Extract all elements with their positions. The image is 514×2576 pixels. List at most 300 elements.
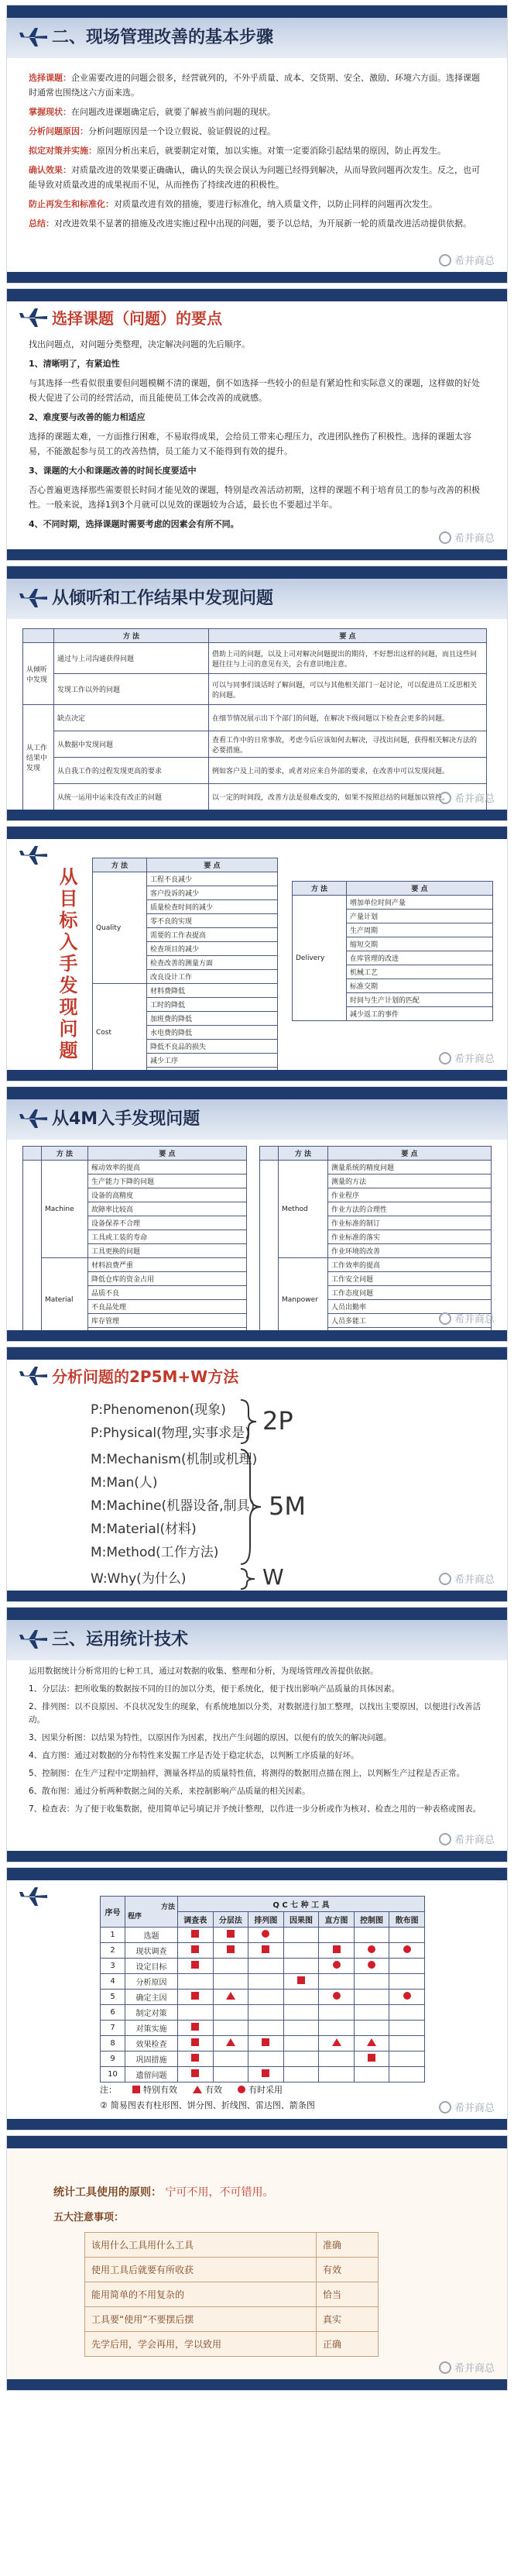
circle-icon [238, 2086, 245, 2093]
seq-cell: 9 [101, 2052, 125, 2067]
table-row [101, 1974, 425, 1990]
column-header: 方 法 [42, 1147, 88, 1161]
step-cell: 遗留问题 [125, 2067, 178, 2082]
circle-icon [403, 1945, 411, 1953]
list-item: 水电费的降低 [147, 1026, 278, 1040]
mark-cell [319, 2005, 355, 2021]
watermark: 希并商总 [439, 1571, 495, 1586]
slide-bottom-bar [7, 2379, 507, 2390]
legend-item: 有时采用 [238, 2083, 283, 2096]
watermark-logo-icon [439, 1312, 451, 1325]
list-item: 3、因果分析图：以结果为特性，以原因作为因素，找出产生问题的原因，以便有的放矢的解决问题。 [29, 1733, 392, 1742]
table-row [23, 643, 487, 674]
mark-cell [283, 2052, 319, 2067]
mark-cell [213, 1943, 248, 1959]
slide-top-bar [7, 1608, 507, 1620]
watermark: 希并商总 [439, 1831, 495, 1846]
list-item: 设备的高精度 [88, 1188, 247, 1202]
table-row [101, 1943, 425, 1959]
table-row [23, 758, 487, 784]
table-row [85, 2332, 379, 2357]
mark-cell [389, 2052, 425, 2067]
list-item: M:Material(材料) [91, 1522, 197, 1537]
list-item: 品质不良 [88, 1286, 247, 1300]
steps-list [29, 71, 485, 236]
triangle-icon [226, 2038, 235, 2046]
list-item: 5、控制图：在生产过程中定期抽样，测量各样品的质量特性值，将测得的数据用点描在图上，以判断生产过程是否正常。 [29, 1769, 465, 1778]
triangle-icon [193, 2086, 202, 2093]
watermark-logo-icon [439, 254, 451, 267]
slide-top-bar [7, 1347, 507, 1360]
mark-cell [178, 2067, 214, 2082]
w-list [91, 1567, 186, 1591]
watermark-logo-icon [439, 1052, 451, 1064]
slide-bottom-bar [7, 1330, 507, 1341]
list-item: 机械工艺 [347, 965, 493, 979]
point-text: 与其选择一些看似很重要但问题模糊不清的课题，倒不如选择一些较小的但是有紧迫性和实际意义的课题，这样做的好处极大促进了公司的经营活动，而且能使员工体会改善的成就感。 [29, 378, 480, 403]
mark-cell [389, 1959, 425, 1974]
list-item: 需要的工作表提高 [147, 928, 278, 942]
mark-cell [283, 2021, 319, 2036]
mark-cell [389, 2005, 425, 2021]
mark-cell [389, 1943, 425, 1959]
square-icon [333, 1945, 341, 1953]
table-row [101, 2036, 425, 2052]
corner-bottom-label: 程序 [128, 1912, 142, 1921]
step-cell: 巩固措施 [125, 2052, 178, 2067]
square-icon [262, 1945, 269, 1953]
rule-tag: 准确 [317, 2233, 379, 2258]
mark-cell [354, 1928, 389, 1943]
slide-qc-tools [6, 1867, 508, 2131]
table-header-row [93, 858, 278, 872]
mark-cell [389, 1928, 425, 1943]
watermark: 希并商总 [439, 790, 495, 805]
mark-cell [178, 1943, 214, 1959]
list-item: 6、散布图：通过分析两种数据之间的关系，来控制影响产品质量的相关因素。 [29, 1787, 310, 1796]
group-label: 从工作结果中发现 [23, 705, 54, 810]
mark-cell [213, 1928, 248, 1943]
group-label: Method [279, 1161, 328, 1258]
watermark-logo-icon [439, 792, 451, 804]
rule-text: 该用什么工具用什么工具 [85, 2233, 317, 2258]
mark-cell [389, 1974, 425, 1990]
step-cell: 设定目标 [125, 1959, 178, 1974]
rule-text: 使用工具后就要有所收获 [85, 2258, 317, 2282]
square-icon [191, 1945, 199, 1953]
square-icon [191, 2038, 199, 2046]
mark-cell [354, 1943, 389, 1959]
list-item: 测量的方法 [328, 1175, 492, 1188]
list-item: 测量系统的精度问题 [328, 1161, 492, 1175]
seq-cell: 6 [101, 2005, 125, 2021]
rule-text: 先学后用，学会再用，学以致用 [85, 2332, 317, 2357]
circle-icon [262, 1930, 269, 1938]
slide-bottom-bar [7, 272, 507, 283]
airplane-icon [18, 1364, 49, 1388]
step-item: 确认效果：对质量改进的效果要正确确认，确认的失误会误认为问题已经得到解决，从而导致问题再次发生。反之，也可能导致对质量改进的成果视而不见，从而挫伤了持续改进的积极性。 [29, 165, 480, 190]
intro-text: 运用数据统计分析常用的七种工具，通过对数据的收集、整理和分析，为现场管理改善提供依据。 [29, 1666, 379, 1676]
list-item: 改良设计工作 [147, 970, 278, 984]
mark-cell [354, 2005, 389, 2021]
list-item: 材料浪费严重 [88, 1258, 247, 1272]
method-cell: 从数据中发现问题 [54, 731, 209, 758]
4m-table-left [22, 1146, 247, 1342]
mark-cell [319, 1959, 355, 1974]
list-item: 2、排列图：以不良原因、不良状况发生的现象，有系统地加以分类，对数据进行加工整理，以找出主要原因，以便进行改善活动。 [29, 1702, 481, 1725]
list-item: M:Machine(机器设备,制具) [91, 1498, 255, 1514]
group-label: Cost [93, 984, 147, 1082]
rules-table [84, 2232, 379, 2357]
mark-cell [248, 1928, 284, 1943]
square-icon [191, 1930, 199, 1938]
point-heading: 3、课题的大小和课题改善的时间长度要适中 [29, 466, 197, 476]
rule-text: 能用简单的不用复杂的 [85, 2282, 317, 2307]
watermark-logo-icon [439, 2361, 451, 2374]
list-item: 工具或工装的寿命 [88, 1230, 247, 1244]
mark-cell [354, 1990, 389, 2005]
table-row [101, 2021, 425, 2036]
table-row [101, 2067, 425, 2082]
point-text: 选择的课题太难，一方面推行困难，不易取得成果，会给员工带来心理压力，改进团队挫伤了积极性。选择的课题太容易，不能激起参与员工的改善热情，员工能力又不能得到有效的提升。 [29, 432, 471, 456]
step-item: 分析问题原因：分析问题原因是一个设立假说、验证假说的过程。 [29, 126, 276, 136]
airplane-icon [18, 26, 49, 49]
list-item: 质量检查时间的减少 [147, 900, 278, 914]
watermark: 希并商总 [439, 1051, 495, 1065]
table-row [101, 2005, 425, 2021]
table-row [23, 674, 487, 705]
tool-header: 排列图 [248, 1912, 284, 1928]
method-cell: 从统一运用中运来没有改正的问题 [54, 784, 209, 810]
mark-cell [213, 2021, 248, 2036]
slide-title: 分析问题的2P5M+W方法 [52, 1367, 239, 1386]
watermark-logo-icon [439, 2101, 451, 2113]
mark-cell [283, 1928, 319, 1943]
principle-text: 宁可不用，不可错用。 [165, 2186, 274, 2199]
seq-cell: 2 [101, 1943, 125, 1959]
table-row [101, 1928, 425, 1943]
table-row [23, 705, 487, 731]
point-cell: 在细节情况展示出下个部门的问题，在解决下级问题以下检查会更多的问题。 [209, 705, 487, 731]
brace-icon [239, 1567, 256, 1591]
column-header: 方 法 [54, 629, 209, 643]
square-icon [227, 1945, 235, 1953]
table-row [85, 2307, 379, 2332]
seq-header: 序号 [101, 1897, 125, 1928]
seq-cell: 3 [101, 1959, 125, 1974]
list-item: 零不良的实现 [147, 914, 278, 928]
slide-tool-principles [6, 2135, 508, 2391]
mark-cell [248, 1959, 284, 1974]
goals-table-left [92, 858, 278, 1082]
mark-cell [178, 1959, 214, 1974]
slide-select-topic [6, 288, 508, 561]
group-header: Q C 七 种 工 具 [178, 1897, 425, 1912]
mark-cell [283, 2067, 319, 2082]
slide-title: 三、运用统计技术 [52, 1630, 189, 1649]
circle-icon [403, 1992, 411, 2000]
table-row [85, 2233, 379, 2258]
step-cell: 确定主因 [125, 1990, 178, 2005]
table-header-row [23, 629, 487, 643]
slide-title: 选择课题（问题）的要点 [52, 309, 222, 328]
airplane-icon [18, 1628, 49, 1651]
goals-table-right [292, 881, 493, 1021]
p-list [91, 1398, 250, 1445]
table-header-row [260, 1147, 492, 1161]
slide-bottom-bar [7, 1070, 507, 1081]
point-text: 否心普遍更选择那些需要很长时间才能见效的课题，特别是改善活动初期，这样的课题不利于培育员工的参与改善的积极性。一般来说，选择1到3个月就可以见效的课题较为合适，最长也不要超过半年。 [29, 485, 480, 510]
table-row [23, 784, 487, 810]
group-label: Quality [93, 872, 147, 984]
list-item: 作业程序 [328, 1188, 492, 1202]
table-row [101, 1959, 425, 1974]
seq-cell: 8 [101, 2036, 125, 2052]
mark-cell [248, 2067, 284, 2082]
list-item: 降低不良品的损失 [147, 1040, 278, 1054]
slide-top-bar [7, 1087, 507, 1099]
list-item: 作业标准的制订 [328, 1216, 492, 1230]
slide-from-goals [6, 826, 508, 1082]
list-item: 检查改善的测量方面 [147, 956, 278, 970]
slide-statistics [6, 1607, 508, 1862]
watermark-logo-icon [439, 531, 451, 544]
point-heading: 2、难度要与改善的能力相适应 [29, 412, 146, 422]
table-header-row [23, 1147, 247, 1161]
watermark: 希并商总 [439, 2100, 495, 2114]
table-row [85, 2282, 379, 2307]
footnote: ② 简易图表有柱形图、饼分图、折线图、雷达图、箭条图 [100, 2100, 315, 2110]
mark-cell [213, 2036, 248, 2052]
circle-icon [333, 1961, 341, 1969]
circle-icon [333, 1992, 341, 2000]
slide-2p5mw [6, 1346, 508, 1602]
slide-top-bar [7, 566, 507, 579]
airplane-icon [18, 844, 49, 867]
list-item: 不良品处理 [88, 1300, 247, 1314]
circle-icon [368, 1961, 375, 1969]
mark-cell [248, 2005, 284, 2021]
principle-line [53, 2184, 273, 2199]
list-item: 工时的降低 [147, 998, 278, 1012]
table-row [85, 2258, 379, 2282]
square-icon [132, 2086, 140, 2093]
mark-cell [319, 1990, 355, 2005]
seq-cell: 5 [101, 1990, 125, 2005]
mark-cell [248, 1943, 284, 1959]
rule-text: 工具要“使用”不要摆后摆 [85, 2307, 317, 2332]
slide-top-bar [7, 5, 507, 18]
mark-cell [213, 1974, 248, 1990]
group-label: Manpower [279, 1258, 328, 1342]
list-item: P:Physical(物理,实事求是) [91, 1426, 250, 1441]
step-cell: 选题 [125, 1928, 178, 1943]
table-corner [23, 629, 54, 643]
column-header: 要 点 [328, 1147, 492, 1161]
rule-tag: 真实 [317, 2307, 379, 2332]
rule-tag: 正确 [317, 2332, 379, 2357]
mark-cell [283, 2036, 319, 2052]
step-cell: 对策实施 [125, 2021, 178, 2036]
column-header: 要 点 [209, 629, 487, 643]
point-cell: 查看工作中的日常事故，考虑今后应该如何去解决，寻找出问题，获得相关解决方法的必要措施。 [209, 731, 487, 758]
table-row [260, 1161, 492, 1175]
mark-cell [178, 2036, 214, 2052]
mark-cell [389, 2036, 425, 2052]
list-item: W:Why(为什么) [91, 1571, 187, 1587]
list-item: 生产能力下降的问题 [88, 1175, 247, 1188]
slide-bottom-bar [7, 549, 507, 560]
mark-cell [389, 1990, 425, 2005]
method-cell: 发现工作以外的问题 [54, 674, 209, 705]
airplane-icon [18, 586, 49, 610]
list-item: 时间与生产计划的匹配 [347, 993, 493, 1007]
list-item: M:Mechanism(机制或机理) [91, 1452, 258, 1467]
list-item: 4、直方图：通过对数据的分布特性来发掘工序是否处于稳定状态，以判断工序质量的好坏。 [29, 1751, 359, 1760]
list-item: 工具更换的问题 [88, 1244, 247, 1258]
square-icon [262, 2038, 269, 2046]
square-icon [262, 2069, 269, 2077]
seq-cell: 7 [101, 2021, 125, 2036]
slide-bottom-bar [7, 1851, 507, 1862]
step-cell: 分析原因 [125, 1974, 178, 1990]
watermark-logo-icon [439, 1833, 451, 1845]
triangle-icon [367, 2038, 376, 2046]
list-item: 作业环境的改善 [328, 1244, 492, 1258]
column-header: 要 点 [88, 1147, 247, 1161]
group-label: Material [42, 1258, 88, 1342]
rule-tag: 有效 [317, 2258, 379, 2282]
group-label-5m: 5M [269, 1491, 306, 1521]
list-item: 人员多能工 [328, 1314, 492, 1328]
slide-bottom-bar [7, 810, 507, 820]
table-row [93, 872, 278, 886]
circle-icon [368, 1945, 375, 1953]
point-cell: 可以与同事们谈话时了解问题，可以与其他相关部门一起讨论，可以促进员工反思相关的问题。 [209, 674, 487, 705]
mark-cell [248, 2021, 284, 2036]
slide-listen-results [6, 566, 508, 821]
qc-tools-table [100, 1896, 425, 2082]
method-cell: 从自我工作的过程发现更高的要求 [54, 758, 209, 784]
mark-cell [213, 1990, 248, 2005]
mark-cell [319, 2021, 355, 2036]
mark-cell [248, 2052, 284, 2067]
mark-cell [354, 2052, 389, 2067]
step-cell: 现状调查 [125, 1943, 178, 1959]
mark-cell [319, 1974, 355, 1990]
slide-basic-steps [6, 5, 508, 284]
brace-icon [239, 1398, 258, 1445]
watermark: 希并商总 [439, 253, 495, 267]
square-icon [368, 2054, 375, 2062]
column-header: 方 法 [279, 1147, 328, 1161]
group-label: Machine [42, 1161, 88, 1258]
list-item: 7、检查表：为了便于收集数据，使用简单记号填记并予统计整理，以作进一步分析或作为核对、检查之用的一种表格或图表。 [29, 1804, 481, 1814]
triangle-icon [332, 2038, 341, 2046]
watermark-logo-icon [439, 1573, 451, 1585]
column-header: 方 法 [293, 882, 347, 896]
table-row [23, 731, 487, 758]
mark-cell [319, 2067, 355, 2082]
square-icon [191, 2023, 199, 2031]
table-header-row [293, 882, 493, 896]
list-item: 产量计划 [347, 910, 493, 923]
m-list [91, 1448, 257, 1564]
step-cell: 效果检查 [125, 2036, 178, 2052]
list-item: 标准交期 [347, 979, 493, 993]
mark-cell [319, 2036, 355, 2052]
group-label-w: W [262, 1564, 284, 1590]
list-item: 工作安全问题 [328, 1272, 492, 1286]
airplane-icon [18, 306, 49, 329]
tool-header: 调查表 [178, 1912, 214, 1928]
corner-top-label: 方法 [160, 1903, 175, 1911]
watermark: 希并商总 [439, 1311, 495, 1326]
list-item: 检查项目的减少 [147, 942, 278, 956]
method-cell: 缺点决定 [54, 705, 209, 731]
list-item: 在库管理的改进 [347, 951, 493, 965]
mark-cell [213, 2067, 248, 2082]
mark-cell [178, 2005, 214, 2021]
table-row [23, 1161, 247, 1175]
tool-header: 直方图 [319, 1912, 355, 1928]
square-icon [191, 1961, 199, 1969]
square-icon [191, 1992, 199, 2000]
mark-cell [178, 1974, 214, 1990]
mark-cell [319, 1943, 355, 1959]
list-item: 加班费的降低 [147, 1012, 278, 1026]
slide-4m [6, 1086, 508, 1342]
slide-title: 从目标入手发现问题 [56, 867, 77, 1062]
list-item: 工作效率的提高 [328, 1258, 492, 1272]
group-side-label [260, 1161, 279, 1342]
mark-cell [178, 1928, 214, 1943]
list-item: 材料费降低 [147, 984, 278, 998]
tool-header: 控制图 [354, 1912, 389, 1928]
seq-cell: 10 [101, 2067, 125, 2082]
mark-cell [319, 2052, 355, 2067]
tool-header: 因果图 [283, 1912, 319, 1928]
slide-title: 二、现场管理改善的基本步骤 [52, 28, 274, 47]
point-cell: 以一定的时间段，改善方法是很难改变的，如果不按照总结的问题加以管控。 [209, 784, 487, 810]
slide-title: 从4M入手发现问题 [52, 1109, 200, 1129]
slide-title: 从倾听和工作结果中发现问题 [52, 589, 274, 608]
table-corner [260, 1147, 279, 1161]
list-item: 1、分层法：把所收集的数据按不同的目的加以分类，便于系统化，便于找出影响产品质量的具体因素。 [29, 1684, 400, 1694]
mark-cell [283, 2005, 319, 2021]
point-cell: 例如客户及上司的要求，或者对应来自外部的要求，在改善中可以发现问题。 [209, 758, 487, 784]
list-item: M:Man(人) [91, 1475, 158, 1491]
step-item: 总结：对改进效果不显著的措施及改进实施过程中出现的问题，要予以总结，为开展新一轮的质量改进活动提供依据。 [29, 218, 471, 229]
square-icon [191, 2054, 199, 2062]
mark-cell [178, 1990, 214, 2005]
airplane-icon [18, 1885, 49, 1908]
list-item: 生产周期 [347, 923, 493, 937]
list-item: 工作态度问题 [328, 1286, 492, 1300]
list-item: 增加单位时间产量 [347, 896, 493, 910]
step-item: 拟定对策并实施：原因分析出来后，就要制定对策，加以实施。对策一定要消除引起结果的原因，防止再发生。 [29, 146, 446, 156]
point-heading: 1、清晰明了，有紧迫性 [29, 359, 120, 369]
mark-cell [354, 1959, 389, 1974]
list-item: 设备保养不合理 [88, 1216, 247, 1230]
mark-cell [248, 1974, 284, 1990]
slide-top-bar [7, 827, 507, 839]
table-row [260, 1258, 492, 1272]
qc-table-body [101, 1928, 425, 2082]
list-item: 客户投诉的减少 [147, 886, 278, 900]
list-item: 作业方法的合理性 [328, 1202, 492, 1216]
legend-item: 有效 [193, 2083, 222, 2096]
